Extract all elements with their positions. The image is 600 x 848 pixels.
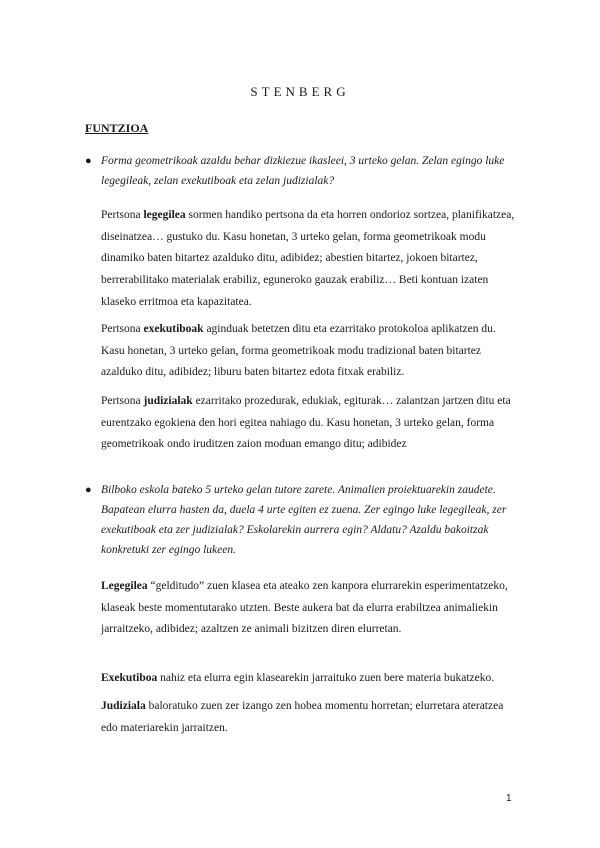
- answer-paragraph: Pertsona judizialak ezarritako prozedurak, edukiak, egiturak… zalantzan jartzen ditu eta eurentzako egokiena den hori egitea nahiago du. Kasu honetan, 3 urteko gelan, forma geometrikoak ondo iruditzen zaion moduan emango ditu; adibidez: [101, 395, 511, 451]
- bullet-icon: ●: [85, 155, 92, 167]
- question-1: [85, 151, 515, 191]
- document-title: STENBERG: [250, 84, 350, 99]
- answer-paragraph: Legegilea “gelditudo” zuen klasea eta ateako zen kanpora elurrarekin esperimentatzeko, klaseak beste momentutarako utzten. Beste aukera bat da elurra erabiltzea animaliekin jarraitzeko, adibidez; azaltzen ze animali bizitzen diren elurretan.: [101, 580, 508, 636]
- answer-term: legegilea: [143, 209, 186, 221]
- answer-term: exekutiboak: [143, 323, 204, 335]
- answer-term: Exekutiboa: [101, 672, 158, 684]
- question-text: Bilboko eskola bateko 5 urteko gelan tutore zarete. Animalien proiektuarekin zaudete. Bapatean elurra hasten da, duela 4 urte egiten ez zuena. Zer egingo luke legegileak, zer exekutiboak eta zer judizialak? Eskolarekin aurrera egin? Aldatu? Azaldu bakoitzak konkretuki zer egingo lukeen.: [101, 484, 507, 556]
- question-2: [85, 480, 515, 560]
- answer-paragraph: Exekutiboa nahiz eta elurra egin klasearekin jarraituko zuen bere materia bukatzeko.: [101, 672, 495, 684]
- bullet-icon: ●: [85, 484, 92, 496]
- page-number: 1: [506, 793, 512, 804]
- question-text: Forma geometrikoak azaldu behar dizkiezue ikasleei, 3 urteko gelan. Zelan egingo luke legegileak, zelan exekutiboak eta zelan judizialak?: [101, 155, 505, 187]
- answer-paragraph: Pertsona exekutiboak aginduak betetzen ditu eta ezarritako protokoloa aplikatzen du. Kasu honetan, 3 urteko gelan, forma geometrikoak modu tradizional baten bitartez azalduko ditu, adibidez; liburu baten bitartez edota fitxak erabiliz.: [101, 323, 496, 379]
- answer-term: Judiziala: [101, 700, 146, 712]
- answer-paragraph: Pertsona legegilea sormen handiko pertsona da eta horren ondorioz sortzea, planifikatzea, diseinatzea… gustuko du. Kasu honetan, 3 urteko gelan, forma geometrikoak modu dinamiko baten bitartez azalduko ditu, adibidez; abestien bitartez, jokoen bitartez, berrerabilitako materialak erabiliz, eguneroko gauzak erabiliz… Beti kontuan izaten klaseko erritmoa eta kapazitatea.: [101, 209, 515, 308]
- answer-term: Legegilea: [101, 580, 148, 592]
- section-heading: FUNTZIOA: [85, 121, 149, 135]
- answer-paragraph: Judiziala baloratuko zuen zer izango zen hobea momentu horretan; elurretara ateratzea edo materiarekin jarraitzen.: [101, 700, 504, 734]
- answer-term: judizialak: [143, 395, 193, 407]
